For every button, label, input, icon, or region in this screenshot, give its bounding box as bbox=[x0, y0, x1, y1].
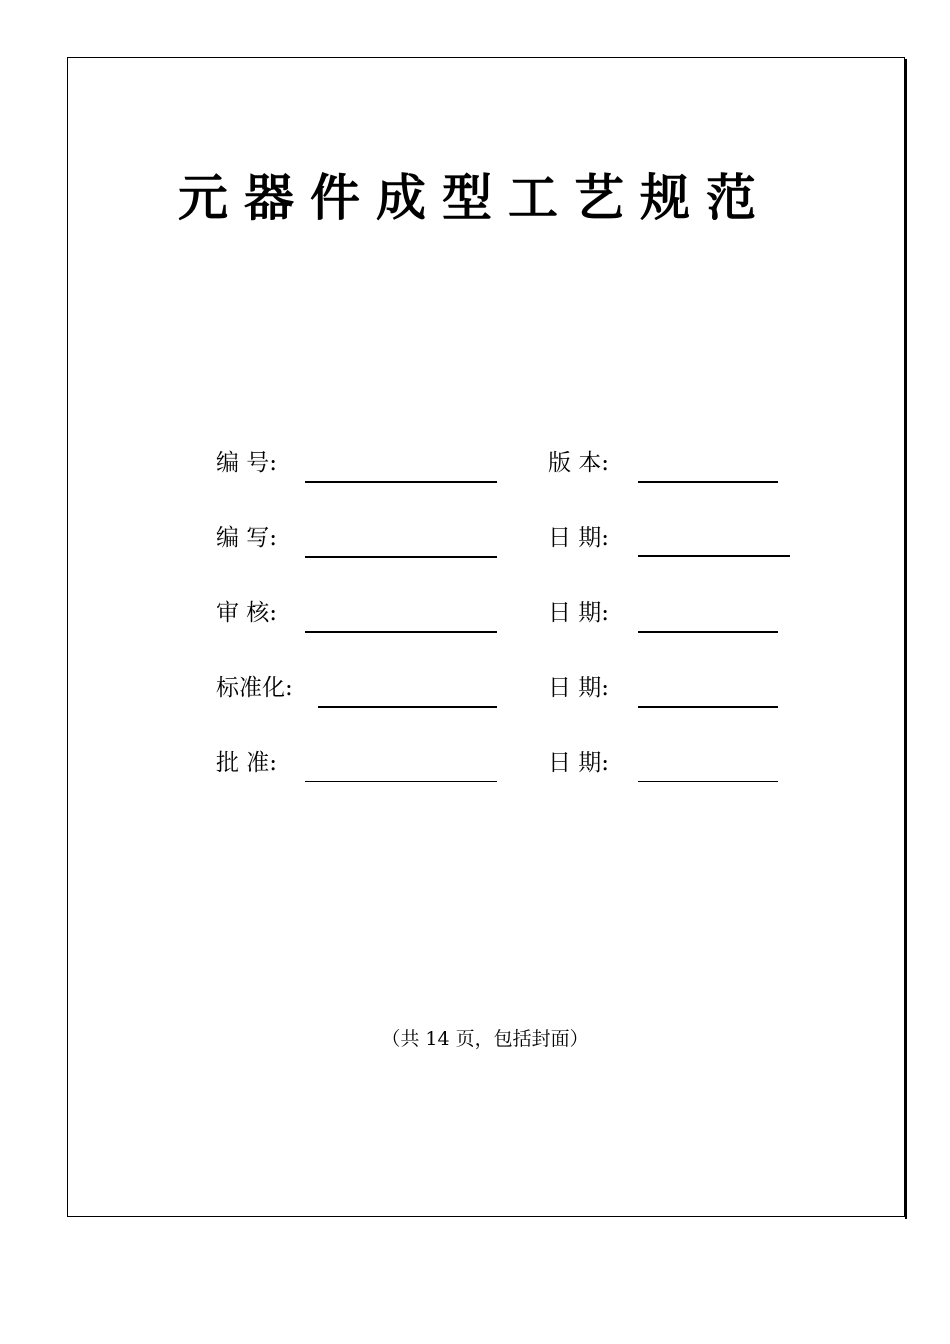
field-input-standardization[interactable] bbox=[318, 706, 497, 708]
field-input-author-date[interactable] bbox=[638, 555, 790, 557]
field-input-review-date[interactable] bbox=[638, 631, 778, 633]
field-label-author-date: 日 期: bbox=[548, 525, 610, 551]
field-input-author[interactable] bbox=[305, 556, 497, 558]
field-input-approval-date[interactable] bbox=[638, 781, 778, 782]
field-input-version[interactable] bbox=[638, 481, 778, 483]
field-label-review-date: 日 期: bbox=[548, 600, 610, 626]
field-input-standardization-date[interactable] bbox=[638, 706, 778, 708]
field-label-approval-date: 日 期: bbox=[548, 750, 610, 776]
field-label-reviewer: 审 核: bbox=[216, 600, 278, 626]
field-input-number[interactable] bbox=[305, 481, 497, 483]
field-label-standardization-date: 日 期: bbox=[548, 675, 610, 701]
field-label-version: 版 本: bbox=[548, 450, 610, 476]
document-title: 元器件成型工艺规范 bbox=[178, 169, 772, 227]
field-label-approver: 批 准: bbox=[216, 750, 278, 776]
field-label-standardization: 标准化: bbox=[216, 675, 293, 701]
field-label-author: 编 写: bbox=[216, 525, 278, 551]
field-label-number: 编 号: bbox=[216, 450, 278, 476]
field-input-reviewer[interactable] bbox=[305, 631, 497, 633]
field-input-approver[interactable] bbox=[305, 781, 497, 782]
page-count-note: （共 14 页，包括封面） bbox=[381, 1028, 589, 1050]
